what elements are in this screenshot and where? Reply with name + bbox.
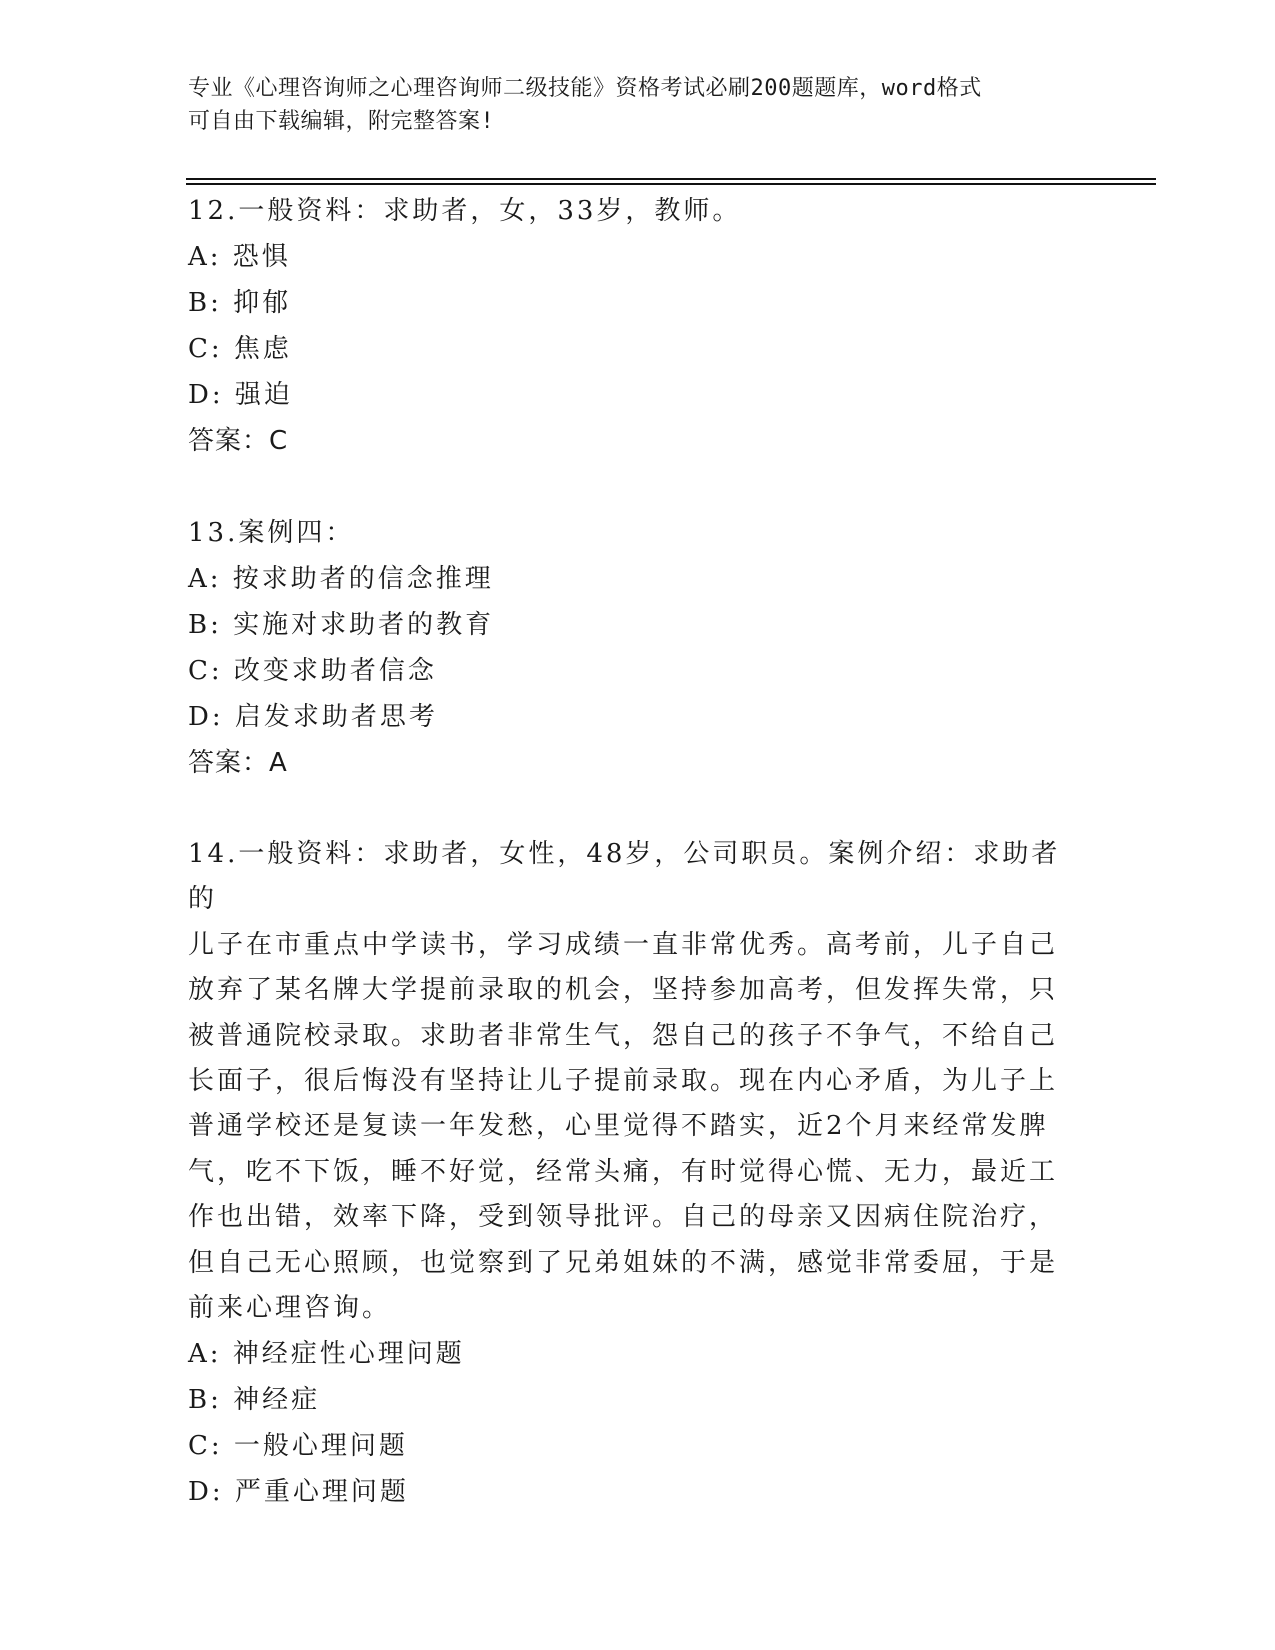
question-stem-line: 14.一般资料：求助者，女性，48岁，公司职员。案例介绍：求助者的 bbox=[188, 839, 1061, 915]
option-d: D: 强迫 bbox=[188, 380, 293, 410]
answer: 答案：C bbox=[188, 426, 289, 456]
question-stem-line: 被普通院校录取。求助者非常生气，怨自己的孩子不争气，不给自己 bbox=[188, 1020, 1059, 1051]
spacer bbox=[188, 464, 1088, 510]
option-b: B: 实施对求助者的教育 bbox=[188, 610, 495, 640]
question-stem-line: 长面子，很后悔没有坚持让儿子提前录取。现在内心矛盾，为儿子上 bbox=[188, 1066, 1059, 1097]
question-stem-line: 气，吃不下饭，睡不好觉，经常头痛，有时觉得心慌、无力，最近工 bbox=[188, 1156, 1059, 1187]
document-header bbox=[188, 72, 1068, 138]
question-stem-line: 放弃了某名牌大学提前录取的机会，坚持参加高考，但发挥失常，只 bbox=[188, 975, 1059, 1006]
option-d: D: 严重心理问题 bbox=[188, 1477, 409, 1508]
header-rule-top bbox=[186, 178, 1156, 180]
question-stem: 12.一般资料：求助者，女，33岁，教师。 bbox=[188, 196, 742, 226]
question-stem: 13.案例四： bbox=[188, 518, 355, 548]
option-a: A: 神经症性心理问题 bbox=[188, 1339, 465, 1370]
header-line-1: 专业《心理咨询师之心理咨询师二级技能》资格考试必刷200题题库，word格式 bbox=[188, 76, 982, 101]
question-stem-line: 但自己无心照顾，也觉察到了兄弟姐妹的不满，感觉非常委屈，于是 bbox=[188, 1247, 1059, 1278]
option-b: B: 抑郁 bbox=[188, 288, 292, 318]
header-rule-bottom bbox=[186, 183, 1156, 185]
option-b: B: 神经症 bbox=[188, 1385, 321, 1416]
option-c: C: 一般心理问题 bbox=[188, 1431, 408, 1462]
question-stem-line: 作也出错，效率下降，受到领导批评。自己的母亲又因病住院治疗， bbox=[188, 1202, 1059, 1233]
option-c: C: 改变求助者信念 bbox=[188, 656, 437, 686]
question-list bbox=[188, 188, 1088, 1515]
answer: 答案：A bbox=[188, 748, 288, 778]
question-stem-line: 前来心理咨询。 bbox=[188, 1293, 392, 1324]
question-13 bbox=[188, 510, 1088, 786]
question-stem-line: 普通学校还是复读一年发愁，心里觉得不踏实，近2个月来经常发脾 bbox=[188, 1111, 1049, 1142]
question-stem-line: 儿子在市重点中学读书，学习成绩一直非常优秀。高考前，儿子自己 bbox=[188, 929, 1059, 960]
question-12 bbox=[188, 188, 1088, 464]
question-14 bbox=[188, 832, 1088, 1515]
option-c: C: 焦虑 bbox=[188, 334, 292, 364]
option-a: A: 按求助者的信念推理 bbox=[188, 564, 494, 594]
option-a: A: 恐惧 bbox=[188, 242, 291, 272]
spacer bbox=[188, 786, 1088, 832]
option-d: D: 启发求助者思考 bbox=[188, 702, 438, 732]
header-line-2: 可自由下载编辑，附完整答案! bbox=[188, 109, 495, 134]
